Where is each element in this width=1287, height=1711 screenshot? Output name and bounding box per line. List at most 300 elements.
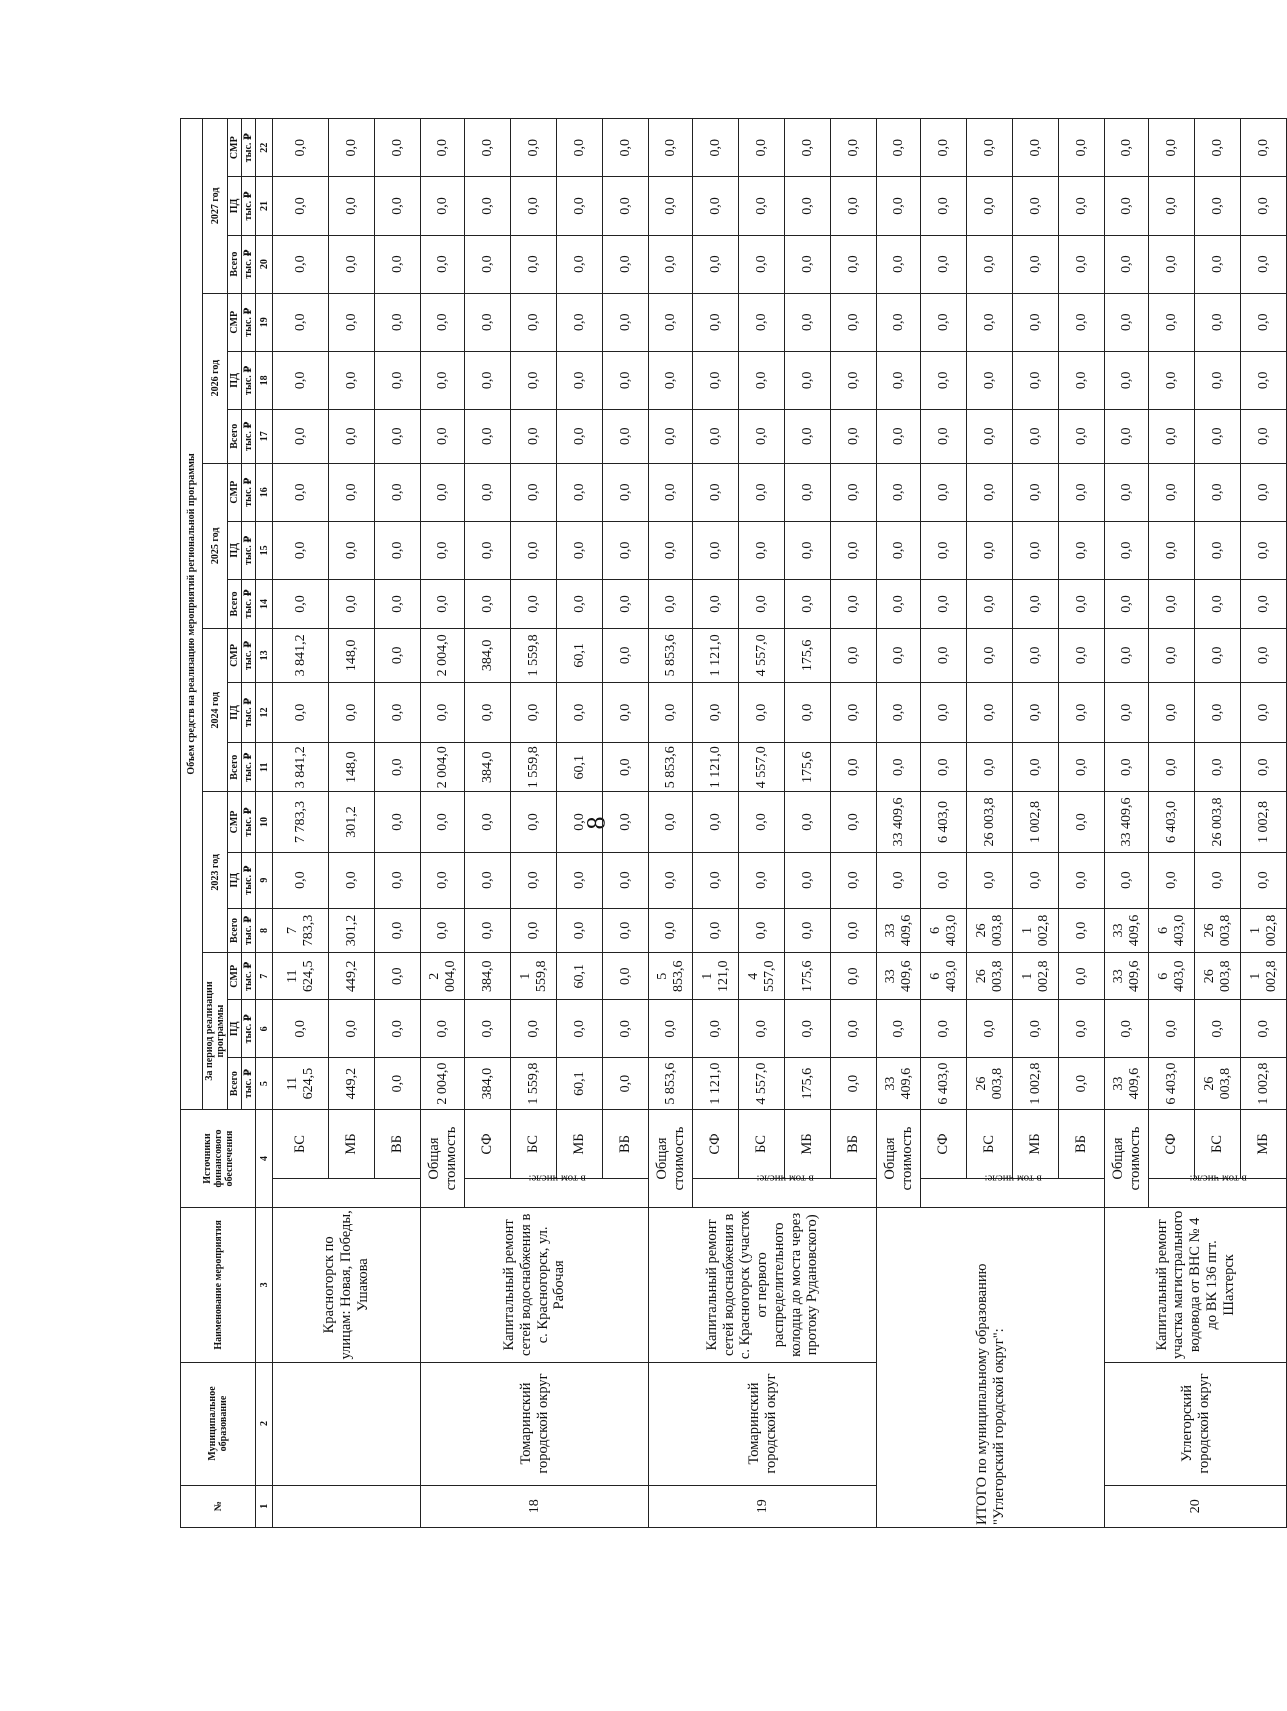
value-cell: 26 003,8 <box>1195 1058 1241 1109</box>
value-cell: 0,0 <box>921 743 967 792</box>
header-unit: тыс. ₽ <box>242 792 256 852</box>
header-2024: 2024 год <box>203 629 228 792</box>
source-label: ВБ <box>1059 1109 1105 1178</box>
value-cell: 0,0 <box>877 463 921 521</box>
value-cell: 0,0 <box>921 351 967 409</box>
value-cell: 449,2 <box>329 953 375 1000</box>
value-cell: 0,0 <box>375 629 421 683</box>
value-cell: 0,0 <box>465 792 511 852</box>
value-cell: 0,0 <box>465 908 511 953</box>
value-cell: 0,0 <box>967 235 1013 293</box>
value-cell: 0,0 <box>785 235 831 293</box>
source-label: Общая стоимость <box>421 1109 465 1207</box>
value-cell: 0,0 <box>1059 792 1105 852</box>
value-cell: 175,6 <box>785 953 831 1000</box>
source-label: МБ <box>1013 1109 1059 1178</box>
value-cell: 0,0 <box>1195 743 1241 792</box>
header-sub-smr: СМР <box>228 953 242 1000</box>
value-cell: 0,0 <box>273 682 329 742</box>
value-cell: 0,0 <box>375 521 421 579</box>
value-cell: 0,0 <box>1241 629 1287 683</box>
value-cell: 0,0 <box>1149 1000 1195 1058</box>
value-cell: 0,0 <box>921 463 967 521</box>
value-cell: 0,0 <box>511 682 557 742</box>
value-cell: 0,0 <box>1105 743 1149 792</box>
value-cell: 0,0 <box>785 1000 831 1058</box>
value-cell: 0,0 <box>739 521 785 579</box>
value-cell: 384,0 <box>465 1058 511 1109</box>
value-cell: 0,0 <box>967 852 1013 908</box>
value-cell: 0,0 <box>375 792 421 852</box>
source-label: СФ <box>693 1109 739 1178</box>
value-cell: 0,0 <box>921 682 967 742</box>
value-cell: 0,0 <box>1013 682 1059 742</box>
value-cell: 0,0 <box>1149 177 1195 235</box>
source-label: Общая стоимость <box>1105 1109 1149 1207</box>
value-cell: 0,0 <box>877 235 921 293</box>
event-name: Красногорск по улицам: Новая, Победы, Ушакова <box>273 1208 421 1362</box>
value-cell: 0,0 <box>693 235 739 293</box>
in-tom-chisle-text: в том числе: <box>756 1172 814 1185</box>
value-cell: 0,0 <box>1013 177 1059 235</box>
value-cell: 0,0 <box>831 629 877 683</box>
value-cell: 4 557,0 <box>739 743 785 792</box>
value-cell: 33 409,6 <box>877 792 921 852</box>
row-municipality: Томаринский городской округ <box>649 1362 877 1485</box>
value-cell: 0,0 <box>511 579 557 628</box>
value-cell: 0,0 <box>877 743 921 792</box>
value-cell: 0,0 <box>693 1000 739 1058</box>
value-cell: 175,6 <box>785 629 831 683</box>
value-cell: 0,0 <box>557 1000 603 1058</box>
header-source: Источники финансового обеспечения <box>181 1109 256 1207</box>
value-cell: 5 853,6 <box>649 743 693 792</box>
value-cell: 0,0 <box>649 1000 693 1058</box>
value-cell: 0,0 <box>1241 293 1287 351</box>
value-cell: 0,0 <box>877 293 921 351</box>
value-cell: 6 403,0 <box>1149 1058 1195 1109</box>
value-cell: 0,0 <box>1013 409 1059 463</box>
header-period: За период реализации программы <box>203 953 228 1110</box>
value-cell: 0,0 <box>649 235 693 293</box>
header-unit: тыс. ₽ <box>242 463 256 521</box>
value-cell: 26 003,8 <box>967 908 1013 953</box>
value-cell: 26 003,8 <box>1195 908 1241 953</box>
value-cell: 0,0 <box>329 177 375 235</box>
header-colnum: 19 <box>256 293 273 351</box>
value-cell: 1 559,8 <box>511 629 557 683</box>
header-sub-vsego: Всего <box>228 743 242 792</box>
value-cell: 0,0 <box>375 743 421 792</box>
value-cell: 0,0 <box>1149 743 1195 792</box>
header-sub-vsego: Всего <box>228 579 242 628</box>
value-cell: 6 403,0 <box>921 908 967 953</box>
value-cell: 0,0 <box>693 409 739 463</box>
table-row <box>1105 119 1149 1528</box>
value-cell: 0,0 <box>273 293 329 351</box>
value-cell: 0,0 <box>831 409 877 463</box>
value-cell: 0,0 <box>785 351 831 409</box>
value-cell: 0,0 <box>1013 629 1059 683</box>
value-cell: 0,0 <box>921 119 967 177</box>
value-cell: 1 002,8 <box>1241 953 1287 1000</box>
header-colnum: 2 <box>256 1362 273 1485</box>
value-cell: 0,0 <box>329 579 375 628</box>
event-name: Капитальный ремонт сетей водоснабжения в с. Красногорск, ул. Рабочая <box>421 1208 649 1362</box>
value-cell: 0,0 <box>557 463 603 521</box>
header-unit: тыс. ₽ <box>242 908 256 953</box>
value-cell: 0,0 <box>1013 521 1059 579</box>
value-cell: 2 004,0 <box>421 953 465 1000</box>
value-cell: 1 002,8 <box>1013 792 1059 852</box>
value-cell: 1 002,8 <box>1013 953 1059 1000</box>
in-tom-chisle-label <box>465 1172 649 1208</box>
header-unit: тыс. ₽ <box>242 682 256 742</box>
value-cell: 5 853,6 <box>649 629 693 683</box>
value-cell: 0,0 <box>1195 579 1241 628</box>
value-cell: 0,0 <box>1195 409 1241 463</box>
header-colnum: 4 <box>256 1109 273 1207</box>
source-label: СФ <box>1149 1109 1195 1178</box>
value-cell: 0,0 <box>739 1000 785 1058</box>
value-cell: 26 003,8 <box>967 1058 1013 1109</box>
header-sub-vsego: Всего <box>228 1058 242 1109</box>
value-cell: 0,0 <box>967 682 1013 742</box>
value-cell: 0,0 <box>1195 351 1241 409</box>
value-cell: 0,0 <box>557 852 603 908</box>
source-label: БС <box>967 1109 1013 1178</box>
header-sub-smr: СМР <box>228 293 242 351</box>
value-cell: 0,0 <box>329 235 375 293</box>
value-cell: 0,0 <box>1059 852 1105 908</box>
value-cell: 0,0 <box>693 908 739 953</box>
source-label: Общая стоимость <box>877 1109 921 1207</box>
value-cell: 0,0 <box>557 682 603 742</box>
value-cell: 0,0 <box>511 852 557 908</box>
value-cell: 0,0 <box>603 235 649 293</box>
value-cell: 0,0 <box>1149 119 1195 177</box>
value-cell: 0,0 <box>1013 351 1059 409</box>
value-cell: 0,0 <box>1059 629 1105 683</box>
value-cell: 0,0 <box>603 852 649 908</box>
value-cell: 0,0 <box>329 682 375 742</box>
value-cell: 0,0 <box>421 852 465 908</box>
header-colnum: 6 <box>256 1000 273 1058</box>
value-cell: 0,0 <box>1149 235 1195 293</box>
header-2026: 2026 год <box>203 293 228 463</box>
value-cell: 0,0 <box>1105 177 1149 235</box>
header-2023: 2023 год <box>203 792 228 953</box>
source-label: ВБ <box>831 1109 877 1178</box>
value-cell: 0,0 <box>1013 743 1059 792</box>
value-cell: 0,0 <box>967 1000 1013 1058</box>
event-name: Капитальный ремонт сетей водоснабжения в с. Красногорск (участок от первого распределительного колодца до моста через протоку Рудановского) <box>649 1208 877 1362</box>
value-cell: 0,0 <box>557 119 603 177</box>
value-cell: 384,0 <box>465 629 511 683</box>
value-cell: 0,0 <box>649 119 693 177</box>
value-cell: 0,0 <box>831 908 877 953</box>
value-cell: 0,0 <box>273 351 329 409</box>
value-cell: 0,0 <box>1241 1000 1287 1058</box>
value-cell: 0,0 <box>1241 463 1287 521</box>
header-colnum: 3 <box>256 1208 273 1362</box>
value-cell: 0,0 <box>831 792 877 852</box>
value-cell: 0,0 <box>1059 682 1105 742</box>
value-cell: 0,0 <box>603 521 649 579</box>
value-cell: 0,0 <box>1059 521 1105 579</box>
value-cell: 0,0 <box>329 119 375 177</box>
value-cell: 0,0 <box>693 579 739 628</box>
value-cell: 0,0 <box>329 463 375 521</box>
row-no: 18 <box>421 1485 649 1527</box>
value-cell: 0,0 <box>1013 119 1059 177</box>
value-cell: 0,0 <box>1241 852 1287 908</box>
value-cell: 0,0 <box>785 792 831 852</box>
value-cell: 0,0 <box>511 521 557 579</box>
value-cell: 0,0 <box>967 463 1013 521</box>
value-cell: 0,0 <box>421 908 465 953</box>
value-cell: 0,0 <box>511 1000 557 1058</box>
value-cell: 0,0 <box>921 409 967 463</box>
value-cell: 0,0 <box>1105 852 1149 908</box>
value-cell: 0,0 <box>603 908 649 953</box>
value-cell: 60,1 <box>557 629 603 683</box>
value-cell: 0,0 <box>465 293 511 351</box>
value-cell: 0,0 <box>831 852 877 908</box>
value-cell: 0,0 <box>603 293 649 351</box>
value-cell: 0,0 <box>1149 293 1195 351</box>
header-colnum: 5 <box>256 1058 273 1109</box>
value-cell: 0,0 <box>693 351 739 409</box>
header-colnum: 21 <box>256 177 273 235</box>
value-cell: 0,0 <box>1059 409 1105 463</box>
source-label: МБ <box>1241 1109 1287 1178</box>
value-cell: 0,0 <box>375 235 421 293</box>
value-cell: 0,0 <box>1241 177 1287 235</box>
value-cell: 0,0 <box>831 953 877 1000</box>
header-sub-pd: ПД <box>228 177 242 235</box>
value-cell: 0,0 <box>649 177 693 235</box>
value-cell: 4 557,0 <box>739 953 785 1000</box>
value-cell: 0,0 <box>1013 1000 1059 1058</box>
value-cell: 0,0 <box>511 293 557 351</box>
value-cell: 0,0 <box>1059 1000 1105 1058</box>
value-cell: 175,6 <box>785 1058 831 1109</box>
value-cell: 0,0 <box>329 409 375 463</box>
value-cell: 0,0 <box>739 409 785 463</box>
row-municipality <box>273 1362 421 1485</box>
value-cell: 0,0 <box>785 463 831 521</box>
value-cell: 33 409,6 <box>877 908 921 953</box>
header-sub-vsego: Всего <box>228 908 242 953</box>
value-cell: 0,0 <box>1195 177 1241 235</box>
value-cell: 0,0 <box>1149 351 1195 409</box>
page-number: 8 <box>581 816 611 830</box>
value-cell: 384,0 <box>465 743 511 792</box>
value-cell: 1 121,0 <box>693 743 739 792</box>
value-cell: 26 003,8 <box>967 953 1013 1000</box>
value-cell: 0,0 <box>1195 463 1241 521</box>
value-cell: 1 559,8 <box>511 743 557 792</box>
value-cell: 0,0 <box>739 908 785 953</box>
value-cell: 0,0 <box>785 119 831 177</box>
value-cell: 60,1 <box>557 743 603 792</box>
source-label: МБ <box>329 1109 375 1178</box>
value-cell: 0,0 <box>273 1000 329 1058</box>
value-cell: 0,0 <box>739 463 785 521</box>
itogo-label: ИТОГО по муниципальному образованию "Углегорский городской округ": <box>877 1208 1105 1528</box>
header-2027: 2027 год <box>203 119 228 294</box>
value-cell: 0,0 <box>877 682 921 742</box>
value-cell: 449,2 <box>329 1058 375 1109</box>
value-cell: 0,0 <box>1241 682 1287 742</box>
header-sub-pd: ПД <box>228 521 242 579</box>
value-cell: 0,0 <box>329 521 375 579</box>
value-cell: 0,0 <box>1059 1058 1105 1109</box>
value-cell: 0,0 <box>1241 119 1287 177</box>
in-tom-chisle-label <box>921 1172 1105 1208</box>
header-unit: тыс. ₽ <box>242 1000 256 1058</box>
header-colnum: 9 <box>256 852 273 908</box>
value-cell: 0,0 <box>1195 119 1241 177</box>
value-cell: 0,0 <box>649 682 693 742</box>
value-cell: 0,0 <box>511 235 557 293</box>
value-cell: 0,0 <box>1105 119 1149 177</box>
value-cell: 0,0 <box>329 293 375 351</box>
value-cell: 0,0 <box>649 792 693 852</box>
value-cell: 0,0 <box>967 521 1013 579</box>
value-cell: 0,0 <box>375 177 421 235</box>
header-colnum: 14 <box>256 579 273 628</box>
in-tom-chisle-text: в том числе: <box>984 1172 1042 1185</box>
value-cell: 0,0 <box>739 351 785 409</box>
value-cell: 0,0 <box>693 119 739 177</box>
value-cell: 0,0 <box>557 908 603 953</box>
value-cell: 0,0 <box>831 743 877 792</box>
value-cell: 0,0 <box>273 409 329 463</box>
value-cell: 0,0 <box>329 1000 375 1058</box>
value-cell: 0,0 <box>1195 235 1241 293</box>
header-sub-vsego: Всего <box>228 409 242 463</box>
event-name: Капитальный ремонт участка магистрального водовода от ВНС № 4 до ВК 136 пгт. Шахтерск <box>1105 1208 1287 1362</box>
value-cell: 0,0 <box>921 293 967 351</box>
value-cell: 0,0 <box>877 119 921 177</box>
value-cell: 0,0 <box>375 463 421 521</box>
header-unit: тыс. ₽ <box>242 409 256 463</box>
value-cell: 0,0 <box>603 579 649 628</box>
value-cell: 0,0 <box>1059 579 1105 628</box>
value-cell: 0,0 <box>329 852 375 908</box>
value-cell: 0,0 <box>1059 953 1105 1000</box>
header-unit: тыс. ₽ <box>242 629 256 683</box>
value-cell: 0,0 <box>739 792 785 852</box>
value-cell: 0,0 <box>1105 1000 1149 1058</box>
value-cell: 60,1 <box>557 953 603 1000</box>
value-cell: 0,0 <box>603 682 649 742</box>
value-cell: 0,0 <box>967 579 1013 628</box>
value-cell: 0,0 <box>465 682 511 742</box>
value-cell: 0,0 <box>1013 852 1059 908</box>
header-colnum: 15 <box>256 521 273 579</box>
value-cell: 0,0 <box>921 521 967 579</box>
value-cell: 0,0 <box>465 579 511 628</box>
value-cell: 0,0 <box>967 743 1013 792</box>
value-cell: 0,0 <box>603 792 649 852</box>
value-cell: 0,0 <box>831 1058 877 1109</box>
value-cell: 0,0 <box>421 235 465 293</box>
value-cell: 0,0 <box>273 852 329 908</box>
value-cell: 0,0 <box>785 521 831 579</box>
value-cell: 0,0 <box>1059 177 1105 235</box>
value-cell: 0,0 <box>1195 852 1241 908</box>
value-cell: 0,0 <box>649 521 693 579</box>
value-cell: 0,0 <box>1195 682 1241 742</box>
rotated-table-container <box>180 118 1279 1528</box>
value-cell: 0,0 <box>877 579 921 628</box>
header-sub-pd: ПД <box>228 852 242 908</box>
value-cell: 0,0 <box>967 409 1013 463</box>
value-cell: 6 403,0 <box>921 792 967 852</box>
header-unit: тыс. ₽ <box>242 351 256 409</box>
financing-table <box>180 118 1287 1528</box>
header-total-volume: Объем средств на реализацию мероприятий региональной программы <box>181 119 203 1110</box>
header-unit: тыс. ₽ <box>242 119 256 177</box>
value-cell: 0,0 <box>421 463 465 521</box>
table-row <box>877 119 921 1528</box>
value-cell: 148,0 <box>329 629 375 683</box>
value-cell: 5 853,6 <box>649 1058 693 1109</box>
value-cell: 0,0 <box>739 119 785 177</box>
value-cell: 0,0 <box>603 953 649 1000</box>
header-colnum: 22 <box>256 119 273 177</box>
value-cell: 0,0 <box>1241 579 1287 628</box>
in-tom-chisle-text: в том числе: <box>528 1172 586 1185</box>
value-cell: 0,0 <box>1105 521 1149 579</box>
value-cell: 0,0 <box>375 1000 421 1058</box>
value-cell: 0,0 <box>1241 351 1287 409</box>
source-label: БС <box>1195 1109 1241 1178</box>
value-cell: 0,0 <box>1059 119 1105 177</box>
value-cell: 6 403,0 <box>921 953 967 1000</box>
value-cell: 0,0 <box>967 293 1013 351</box>
value-cell: 33 409,6 <box>877 1058 921 1109</box>
value-cell: 0,0 <box>1105 351 1149 409</box>
header-2025: 2025 год <box>203 463 228 628</box>
value-cell: 0,0 <box>1059 908 1105 953</box>
row-no: 20 <box>1105 1485 1287 1527</box>
value-cell: 0,0 <box>1059 351 1105 409</box>
value-cell: 0,0 <box>831 235 877 293</box>
value-cell: 0,0 <box>785 908 831 953</box>
value-cell: 0,0 <box>1241 521 1287 579</box>
value-cell: 6 403,0 <box>921 1058 967 1109</box>
in-tom-chisle-text: в том числе: <box>1189 1172 1247 1185</box>
value-cell: 0,0 <box>921 579 967 628</box>
value-cell: 0,0 <box>557 177 603 235</box>
value-cell: 0,0 <box>1195 293 1241 351</box>
value-cell: 0,0 <box>557 521 603 579</box>
value-cell: 1 559,8 <box>511 953 557 1000</box>
header-sub-pd: ПД <box>228 682 242 742</box>
value-cell: 0,0 <box>511 409 557 463</box>
value-cell: 0,0 <box>1013 235 1059 293</box>
value-cell: 0,0 <box>649 908 693 953</box>
row-no <box>273 1485 421 1527</box>
source-label: ВБ <box>375 1109 421 1178</box>
source-label: СФ <box>465 1109 511 1178</box>
value-cell: 0,0 <box>921 629 967 683</box>
value-cell: 26 003,8 <box>1195 953 1241 1000</box>
